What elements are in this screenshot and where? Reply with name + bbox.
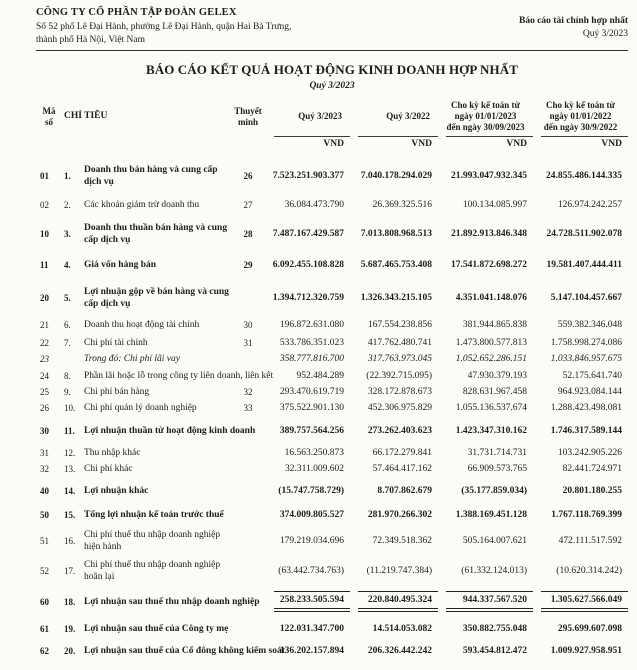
row-label-line: Phần lãi hoặc lỗ trong công ty liên doanh, liên kết bbox=[84, 371, 274, 381]
table-row bbox=[36, 509, 628, 521]
row-label-line: Lợi nhuận sau thuế của Cổ đông không kiểm soát bbox=[84, 646, 285, 656]
row-value: 472.111.517.592 bbox=[558, 536, 622, 546]
table-row bbox=[36, 386, 628, 398]
row-label-line: Lợi nhuận thuần từ hoạt động kinh doanh bbox=[84, 426, 256, 436]
table-row bbox=[36, 402, 628, 414]
row-value: 295.699.607.098 bbox=[557, 624, 622, 634]
row-value: 828.631.967.458 bbox=[462, 387, 527, 397]
col-header-code bbox=[36, 106, 62, 128]
report-type: Báo cáo tài chính hợp nhất bbox=[519, 16, 628, 26]
row-value: 1.423.347.310.162 bbox=[455, 426, 527, 436]
table-row bbox=[36, 353, 628, 365]
table-row bbox=[36, 559, 628, 583]
row-number: 16. bbox=[64, 536, 76, 546]
row-value: 4.351.041.148.076 bbox=[455, 293, 527, 303]
row-value: 1.388.169.451.128 bbox=[455, 510, 527, 520]
row-value: (15.747.758.729) bbox=[278, 486, 344, 496]
row-value: 5.687.465.753.408 bbox=[360, 260, 432, 270]
unit-label-1: VND bbox=[358, 136, 438, 150]
row-code: 32 bbox=[40, 464, 49, 474]
row-value: 7.523.251.903.377 bbox=[272, 171, 344, 181]
row-value: 944.337.567.520 bbox=[446, 591, 533, 612]
row-value: 1.055.136.537.674 bbox=[455, 403, 527, 413]
row-value: 6.092.455.108.828 bbox=[272, 260, 344, 270]
company-block bbox=[36, 6, 291, 46]
row-number: 20. bbox=[64, 646, 76, 656]
row-value: (22.392.715.095) bbox=[366, 371, 432, 381]
row-code: 20 bbox=[40, 293, 49, 303]
row-code: 11 bbox=[40, 260, 49, 270]
row-label bbox=[84, 509, 266, 521]
row-value: 7.040.178.294.029 bbox=[360, 171, 432, 181]
row-value: 1.288.423.498.081 bbox=[550, 403, 622, 413]
row-number: 11. bbox=[64, 426, 75, 436]
row-value: 206.326.442.242 bbox=[367, 646, 432, 656]
company-address-line1: Số 52 phố Lê Đại Hành, phường Lê Đại Hành, quận Hai Bà Trưng, bbox=[36, 22, 292, 32]
row-label-line: cấp dịch vụ bbox=[84, 299, 131, 309]
row-value: 350.882.755.048 bbox=[462, 624, 527, 634]
col-header-value-0 bbox=[266, 111, 350, 122]
unit-row bbox=[36, 136, 628, 150]
row-value: 452.306.975.829 bbox=[367, 403, 432, 413]
row-code: 23 bbox=[40, 354, 49, 364]
row-value: 1.758.998.274.086 bbox=[550, 338, 622, 348]
table-row bbox=[36, 463, 628, 475]
table-row bbox=[36, 319, 628, 331]
row-value: 952.484.289 bbox=[296, 371, 344, 381]
row-label bbox=[84, 319, 230, 331]
table-row bbox=[36, 645, 628, 657]
row-label-line: Giá vốn hàng bán bbox=[84, 260, 157, 270]
row-value: 505.164.007.621 bbox=[462, 536, 527, 546]
row-number: 4. bbox=[64, 260, 71, 270]
row-value: 1.767.118.769.399 bbox=[551, 510, 622, 520]
report-badge bbox=[519, 6, 628, 40]
row-note: 28 bbox=[243, 229, 253, 239]
row-value: 24.728.511.902.078 bbox=[546, 229, 622, 239]
row-value: 82.441.724.971 bbox=[562, 464, 622, 474]
row-number: 9. bbox=[64, 387, 71, 397]
col-header-note bbox=[230, 106, 266, 128]
row-value: 57.464.417.162 bbox=[372, 464, 432, 474]
row-value: 31.731.714.731 bbox=[467, 448, 527, 458]
row-code: 02 bbox=[40, 200, 49, 210]
row-value: 26.369.325.516 bbox=[372, 200, 432, 210]
row-value: 52.175.641.740 bbox=[562, 371, 622, 381]
row-value: 21.993.047.932.345 bbox=[451, 171, 527, 181]
row-value: 179.219.034.696 bbox=[279, 536, 344, 546]
row-code: 61 bbox=[40, 624, 49, 634]
row-code: 31 bbox=[40, 448, 49, 458]
row-value: 14.514.053.082 bbox=[372, 624, 432, 634]
row-label-line: Tổng lợi nhuận kế toán trước thuế bbox=[84, 510, 224, 520]
col-header-code-line2: số bbox=[44, 116, 53, 127]
row-number: 3. bbox=[64, 229, 71, 239]
row-label-line: hoãn lại bbox=[84, 572, 115, 582]
row-value: 196.872.631.080 bbox=[279, 320, 344, 330]
row-value: (61.332.124.013) bbox=[461, 566, 527, 576]
row-label bbox=[84, 286, 266, 310]
row-label bbox=[84, 199, 230, 211]
row-value: 103.242.905.226 bbox=[557, 448, 622, 458]
row-label-line: Lợi nhuận sau thuế thu nhập doanh nghiệp bbox=[84, 596, 260, 607]
table-row bbox=[36, 447, 628, 459]
row-value: 1.746.317.589.144 bbox=[550, 426, 622, 436]
row-label bbox=[84, 222, 230, 246]
row-number: 6. bbox=[64, 320, 71, 330]
row-value: 220.840.495.324 bbox=[358, 591, 438, 612]
row-number: 8. bbox=[64, 371, 71, 381]
row-value: 273.262.403.623 bbox=[367, 426, 432, 436]
row-label bbox=[84, 645, 285, 657]
row-label bbox=[84, 623, 266, 635]
row-label-line: Chi phí tài chính bbox=[84, 338, 148, 348]
row-value: 1.394.712.320.759 bbox=[272, 293, 344, 303]
letterhead bbox=[36, 6, 628, 51]
col-header-value-3 bbox=[533, 100, 628, 133]
row-code: 62 bbox=[40, 646, 49, 656]
row-number: 15. bbox=[64, 510, 76, 520]
row-value: 7.487.167.429.587 bbox=[272, 229, 344, 239]
row-label bbox=[84, 353, 266, 365]
table-row bbox=[36, 199, 628, 211]
row-number: 1. bbox=[64, 171, 71, 181]
row-value: 167.554.238.856 bbox=[367, 320, 432, 330]
row-code: 25 bbox=[40, 387, 49, 397]
row-code: 30 bbox=[40, 426, 49, 436]
row-code: 50 bbox=[40, 510, 49, 520]
row-value: 593.454.812.472 bbox=[462, 646, 527, 656]
row-code: 60 bbox=[40, 596, 49, 607]
row-label bbox=[84, 425, 266, 437]
row-label-line: Doanh thu bán hàng và cung cấp bbox=[84, 165, 218, 175]
row-code: 40 bbox=[40, 486, 49, 496]
row-label-line: Doanh thu hoạt động tài chính bbox=[84, 320, 200, 330]
row-value: 293.470.619.719 bbox=[279, 387, 344, 397]
row-label-line: Lợi nhuận sau thuế của Công ty mẹ bbox=[84, 624, 229, 634]
row-label-line: Lợi nhuận gộp về bán hàng và cung bbox=[84, 287, 229, 297]
row-label-line: dịch vụ bbox=[84, 177, 114, 187]
row-value: 389.757.564.256 bbox=[279, 426, 344, 436]
table-row bbox=[36, 591, 628, 612]
row-label-line: Chi phí thuế thu nhập doanh nghiệp bbox=[84, 560, 221, 570]
table-body bbox=[36, 164, 628, 657]
row-label-line: Chi phí quản lý doanh nghiệp bbox=[84, 403, 197, 413]
col-header-value-3-line1: ngày 01/01/2022 bbox=[549, 111, 612, 121]
row-value: 1.009.927.958.951 bbox=[550, 646, 622, 656]
row-label bbox=[84, 259, 230, 271]
row-number: 17. bbox=[64, 566, 76, 576]
table-row bbox=[36, 164, 628, 188]
row-value: 72.349.518.362 bbox=[372, 536, 432, 546]
row-label-line: Doanh thu thuần bán hàng và cung bbox=[84, 223, 228, 233]
row-label bbox=[84, 337, 230, 349]
row-label-line: Các khoản giảm trừ doanh thu bbox=[84, 200, 200, 210]
row-value: 317.763.973.045 bbox=[367, 354, 432, 364]
col-header-value-2-line1: ngày 01/01/2023 bbox=[454, 111, 517, 121]
row-value: 36.084.473.790 bbox=[284, 200, 344, 210]
col-header-note-line1: Thuyết bbox=[234, 105, 262, 116]
row-value: 1.473.800.577.813 bbox=[455, 338, 527, 348]
table-row bbox=[36, 259, 628, 271]
row-label bbox=[84, 402, 230, 414]
col-header-value-0-line0: Quý 3/2023 bbox=[298, 111, 342, 121]
row-code: 22 bbox=[40, 338, 49, 348]
row-label bbox=[84, 386, 230, 398]
row-number: 13. bbox=[64, 464, 76, 474]
row-number: 5. bbox=[64, 293, 71, 303]
row-value: 24.855.486.144.335 bbox=[546, 171, 622, 181]
row-label bbox=[84, 529, 266, 553]
unit-label-0: VND bbox=[274, 136, 350, 150]
table-row bbox=[36, 337, 628, 349]
row-value: 16.563.250.873 bbox=[284, 448, 344, 458]
row-value: 533.786.351.023 bbox=[279, 338, 344, 348]
table-row bbox=[36, 623, 628, 635]
row-value: (11.219.747.384) bbox=[366, 566, 432, 576]
row-value: 559.382.346.048 bbox=[557, 320, 622, 330]
row-label-line: Thu nhập khác bbox=[84, 448, 141, 458]
row-number: 2. bbox=[64, 200, 71, 210]
row-value: 122.031.347.700 bbox=[279, 624, 344, 634]
table-row bbox=[36, 425, 628, 437]
row-value: 20.801.180.255 bbox=[562, 486, 622, 496]
report-subtitle: Quý 3/2023 bbox=[309, 81, 355, 91]
row-note: 27 bbox=[243, 200, 253, 210]
row-label bbox=[84, 559, 266, 583]
col-header-value-3-line0: Cho kỳ kế toán từ bbox=[546, 100, 615, 110]
row-note: 32 bbox=[243, 387, 253, 397]
table-row bbox=[36, 222, 628, 246]
table-row bbox=[36, 286, 628, 310]
row-value: 1.326.343.215.105 bbox=[360, 293, 432, 303]
col-header-value-2-line0: Cho kỳ kế toán từ bbox=[451, 100, 520, 110]
row-note: 26 bbox=[243, 171, 253, 181]
row-value: (35.177.859.034) bbox=[461, 486, 527, 496]
row-value: 358.777.816.700 bbox=[279, 354, 344, 364]
row-value: 8.707.862.679 bbox=[377, 486, 432, 496]
row-note: 29 bbox=[243, 260, 253, 270]
col-header-value-3-line2: đến ngày 30/9/2022 bbox=[543, 122, 618, 132]
row-value: 66.172.279.841 bbox=[372, 448, 432, 458]
row-number: 10. bbox=[64, 403, 76, 413]
row-note: 31 bbox=[243, 338, 253, 348]
table-header bbox=[36, 100, 628, 133]
row-value: 1.033.846.957.675 bbox=[550, 354, 622, 364]
row-value: 1.052.652.286.151 bbox=[455, 354, 527, 364]
table-row bbox=[36, 370, 628, 382]
col-header-value-2-line2: đến ngày 30/09/2023 bbox=[446, 122, 525, 132]
report-title: BÁO CÁO KẾT QUẢ HOẠT ĐỘNG KINH DOANH HỢP NHẤT bbox=[145, 62, 519, 77]
row-number: 19. bbox=[64, 624, 76, 634]
row-label bbox=[84, 370, 274, 382]
unit-row-spacer bbox=[36, 136, 266, 150]
row-label-line: Lợi nhuận khác bbox=[84, 486, 149, 496]
row-value: 32.311.009.602 bbox=[284, 464, 344, 474]
row-label bbox=[84, 447, 266, 459]
row-label-line: Chi phí thuế thu nhập doanh nghiệp bbox=[84, 530, 221, 540]
row-value: 21.892.913.846.348 bbox=[451, 229, 527, 239]
company-address bbox=[36, 21, 291, 46]
row-note: 30 bbox=[243, 320, 253, 330]
row-value: 7.013.808.968.513 bbox=[360, 229, 432, 239]
row-value: (10.620.314.242) bbox=[556, 566, 622, 576]
row-label-line: Chi phí khác bbox=[84, 464, 133, 474]
unit-label-2: VND bbox=[446, 136, 533, 150]
col-header-value-2 bbox=[438, 100, 533, 133]
col-header-note-line2: minh bbox=[237, 116, 258, 127]
row-value: 19.581.407.444.411 bbox=[546, 260, 622, 270]
col-header-code-line1: Mã bbox=[42, 105, 56, 116]
row-label bbox=[84, 596, 266, 608]
row-label bbox=[84, 164, 230, 188]
row-label bbox=[84, 485, 266, 497]
table-row bbox=[36, 485, 628, 497]
company-name: CÔNG TY CỔ PHẦN TẬP ĐOÀN GELEX bbox=[36, 7, 237, 18]
row-value: 1.305.627.566.049 bbox=[541, 591, 628, 612]
row-value: 417.762.480.741 bbox=[367, 338, 432, 348]
col-header-item: CHỈ TIÊU bbox=[64, 111, 108, 121]
row-value: 5.147.104.457.667 bbox=[550, 293, 622, 303]
row-code: 24 bbox=[40, 371, 49, 381]
row-number: 18. bbox=[64, 596, 76, 607]
row-number: 14. bbox=[64, 486, 76, 496]
row-value: 328.172.878.673 bbox=[367, 387, 432, 397]
row-code: 01 bbox=[40, 171, 49, 181]
row-value: 964.923.084.144 bbox=[557, 387, 622, 397]
row-value: 281.970.266.302 bbox=[367, 510, 432, 520]
row-value: 136.202.157.894 bbox=[279, 646, 344, 656]
row-code: 51 bbox=[40, 536, 49, 546]
row-value: 17.541.872.698.272 bbox=[451, 260, 527, 270]
row-code: 10 bbox=[40, 229, 49, 239]
company-address-line2: thành phố Hà Nội, Việt Nam bbox=[36, 34, 146, 45]
row-value: 375.522.901.130 bbox=[279, 403, 344, 413]
row-label-line: Trong đó: Chi phí lãi vay bbox=[84, 354, 180, 364]
row-label-line: hiện hành bbox=[84, 542, 122, 552]
row-label-line: Chi phí bán hàng bbox=[84, 387, 150, 397]
report-period: Quý 3/2023 bbox=[582, 28, 628, 39]
row-code: 21 bbox=[40, 320, 49, 330]
row-note: 33 bbox=[243, 403, 253, 413]
row-value: 381.944.865.838 bbox=[462, 320, 527, 330]
row-value: 126.974.242.257 bbox=[557, 200, 622, 210]
col-header-value-1 bbox=[350, 111, 438, 122]
row-label-line: cấp dịch vụ bbox=[84, 235, 131, 245]
row-label bbox=[84, 463, 266, 475]
unit-label-3: VND bbox=[541, 136, 628, 150]
table-row bbox=[36, 529, 628, 553]
row-number: 7. bbox=[64, 338, 71, 348]
col-header-value-1-line0: Quý 3/2022 bbox=[386, 111, 430, 121]
row-value: 66.909.573.765 bbox=[467, 464, 527, 474]
row-value: 258.233.505.594 bbox=[274, 591, 350, 612]
row-value: (63.442.734.763) bbox=[278, 566, 344, 576]
row-number: 12. bbox=[64, 448, 76, 458]
row-code: 52 bbox=[40, 566, 49, 576]
row-code: 26 bbox=[40, 403, 49, 413]
row-value: 47.930.379.193 bbox=[467, 371, 527, 381]
row-value: 100.134.085.997 bbox=[462, 200, 527, 210]
row-value: 374.009.805.527 bbox=[279, 510, 344, 520]
